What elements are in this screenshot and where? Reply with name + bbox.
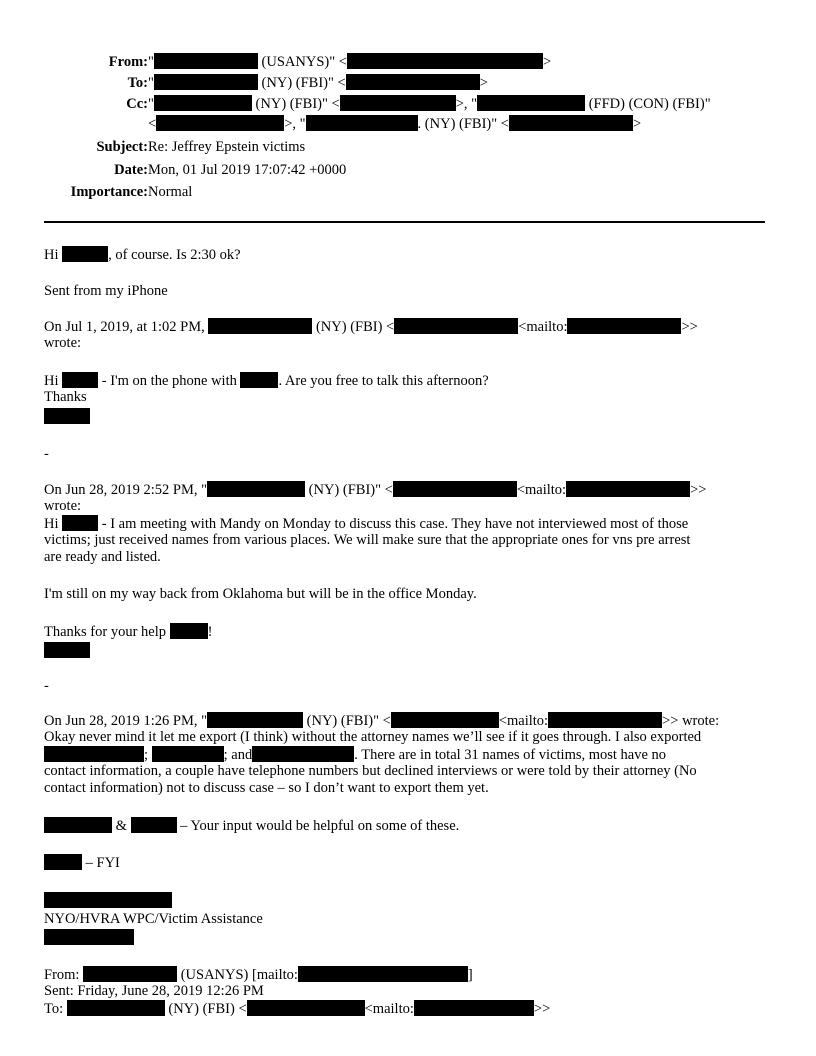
redaction	[208, 318, 312, 334]
signature-redaction	[44, 408, 90, 426]
redaction	[44, 854, 82, 870]
redaction	[44, 892, 172, 908]
redaction	[252, 746, 354, 762]
redaction	[207, 481, 305, 497]
redaction	[62, 246, 108, 262]
redaction	[67, 1000, 165, 1016]
redaction	[156, 115, 284, 131]
redaction	[566, 481, 690, 497]
date-label: Date:	[114, 162, 148, 178]
redaction	[567, 318, 681, 334]
redaction	[306, 115, 418, 131]
redaction	[154, 95, 252, 111]
cc-label: Cc:	[126, 96, 148, 112]
body-line: Sent from my iPhone	[44, 283, 168, 299]
body-line: Hi - I am meeting with Mandy on Monday to discuss this case. They have not interviewed most of those	[44, 516, 689, 532]
date-value: Mon, 01 Jul 2019 17:07:42 +0000	[148, 162, 347, 178]
redaction	[394, 318, 518, 334]
from-label: From:	[108, 54, 148, 70]
redaction	[509, 115, 633, 131]
redaction	[152, 746, 224, 762]
signature-redaction	[44, 892, 172, 910]
body-line: – FYI	[44, 854, 120, 872]
redaction	[62, 372, 98, 388]
importance-value: Normal	[148, 184, 193, 200]
redaction	[44, 929, 134, 945]
signature-org: NYO/HVRA WPC/Victim Assistance	[44, 911, 263, 927]
redaction	[44, 642, 90, 658]
body-line: contact information) not to discuss case – so I don’t want to export them yet.	[44, 780, 489, 796]
redaction	[393, 481, 517, 497]
to-value: " (NY) (FBI)" < >	[148, 75, 488, 91]
body-line: Hi - I'm on the phone with . Are you free to talk this afternoon?	[44, 373, 489, 389]
from-value: " (USANYS)" < >	[148, 54, 552, 70]
body-line: Hi , of course. Is 2:30 ok?	[44, 247, 241, 263]
redaction	[247, 1000, 365, 1016]
cc-value: " (NY) (FBI)" < >, " (FFD) (CON) (FBI)"	[148, 96, 711, 112]
redaction	[240, 372, 278, 388]
body-line: contact information, a couple have telephone numbers but declined interviews or were told by their attorney (No	[44, 763, 697, 779]
redaction	[170, 623, 208, 639]
redaction	[44, 408, 90, 424]
body-line: I'm still on my way back from Oklahoma but will be in the office Monday.	[44, 586, 477, 602]
body-line: wrote:	[44, 335, 82, 351]
redaction	[83, 966, 177, 982]
redaction	[298, 966, 468, 982]
redaction	[391, 712, 499, 728]
redaction	[44, 817, 112, 833]
body-line: victims; just received names from various places. We will make sure that the appropriate ones for vns pre arrest	[44, 532, 691, 548]
redaction	[44, 746, 144, 762]
cc-value-2: < >, " . (NY) (FBI)" < >	[148, 116, 642, 132]
subject-value: Re: Jeffrey Epstein victims	[148, 139, 306, 155]
body-line: are ready and listed.	[44, 549, 161, 565]
redaction	[340, 95, 456, 111]
redaction	[131, 817, 177, 833]
importance-label: Importance:	[70, 184, 148, 200]
body-line: Thanks for your help !	[44, 624, 213, 640]
body-line: & – Your input would be helpful on some of these.	[44, 817, 459, 835]
body-line: On Jun 28, 2019 1:26 PM, " (NY) (FBI)" < <mailto: >> wrote:	[44, 713, 720, 729]
signature-redaction	[44, 929, 134, 947]
body-line: On Jul 1, 2019, at 1:02 PM, (NY) (FBI) < <mailto: >>	[44, 319, 698, 335]
forward-sent: Sent: Friday, June 28, 2019 12:26 PM	[44, 983, 264, 999]
subject-label: Subject:	[96, 139, 148, 155]
redaction	[477, 95, 585, 111]
redaction	[414, 1000, 534, 1016]
body-line: wrote:	[44, 498, 82, 514]
redaction	[154, 74, 258, 90]
header-divider	[44, 221, 765, 223]
body-line: ; ; and . There are in total 31 names of victims, most have no	[44, 746, 666, 764]
redaction	[548, 712, 662, 728]
forward-from: From: (USANYS) [mailto: ]	[44, 967, 473, 983]
signature-redaction	[44, 642, 90, 660]
separator-dash: -	[44, 678, 49, 694]
redaction	[154, 53, 258, 69]
body-line: Thanks	[44, 389, 87, 405]
body-line: On Jun 28, 2019 2:52 PM, " (NY) (FBI)" < <mailto: >>	[44, 482, 707, 498]
separator-dash: -	[44, 446, 49, 462]
to-label: To:	[127, 75, 148, 91]
redaction	[347, 53, 543, 69]
forward-to: To: (NY) (FBI) < <mailto: >>	[44, 1001, 551, 1017]
body-line: Okay never mind it let me export (I think) without the attorney names we’ll see if it goes through. I also exported	[44, 729, 702, 745]
redaction	[207, 712, 303, 728]
redaction	[62, 515, 98, 531]
redaction	[346, 74, 480, 90]
